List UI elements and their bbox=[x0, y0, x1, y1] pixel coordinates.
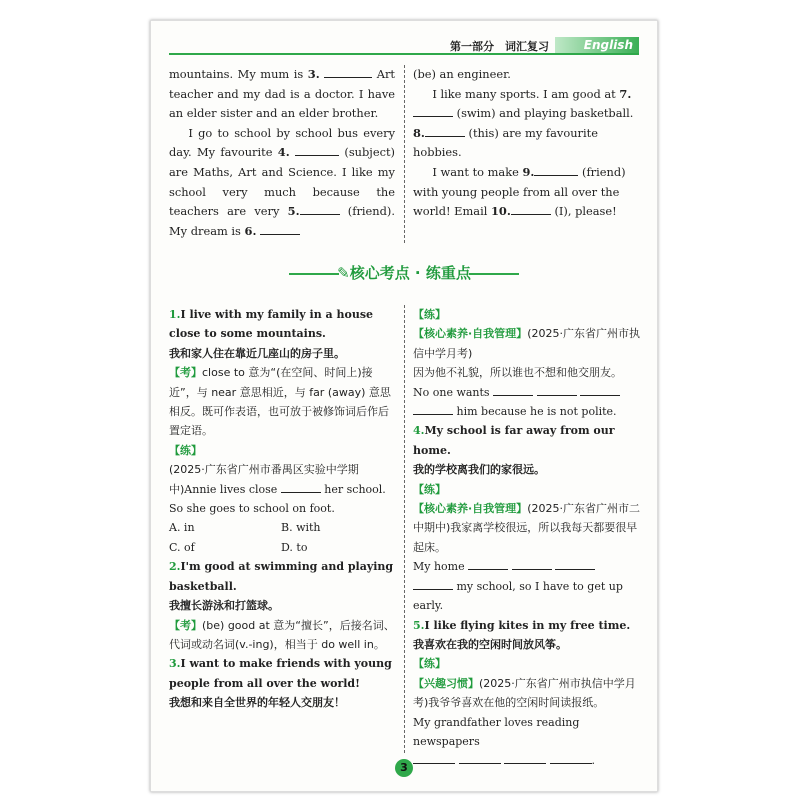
question-2-translation: 我擅长游泳和打篮球。 bbox=[169, 599, 279, 613]
question-2: 2.I'm good at swimming and playing basketball. bbox=[169, 560, 394, 593]
header-section-label: 第一部分 词汇复习 bbox=[450, 40, 549, 53]
option-a[interactable]: A. in bbox=[169, 521, 195, 535]
answer-blank-5[interactable] bbox=[300, 202, 340, 215]
question-3: 3.I want to make friends with young people from all over the world! bbox=[169, 657, 392, 690]
exercise-4-blank-4[interactable] bbox=[413, 577, 453, 590]
exercise-5-prompt: 【兴趣习惯】(2025·广东省广州市执信中学月考)我爷爷喜欢在他的空闲时间读报纸。 bbox=[413, 676, 636, 710]
answer-blank-4[interactable] bbox=[295, 143, 339, 156]
lian-label-3: 【练】 bbox=[413, 308, 446, 321]
pencil-icon: ✎ bbox=[337, 264, 350, 282]
section-title-bar bbox=[169, 261, 639, 285]
exercise-5-blank-1[interactable] bbox=[413, 751, 455, 764]
question-3-translation: 我想和来自全世界的年轻人交朋友！ bbox=[169, 696, 345, 710]
question-4: 4.My school is far away from our home. bbox=[413, 424, 615, 457]
exercise-4-blank-2[interactable] bbox=[512, 557, 552, 570]
exercise-1-blank[interactable] bbox=[281, 480, 321, 493]
exercise-5-blank-4[interactable] bbox=[550, 751, 592, 764]
answer-blank-3[interactable] bbox=[324, 65, 372, 78]
page-header bbox=[169, 37, 639, 55]
column-divider-bottom bbox=[404, 305, 405, 753]
kao-note-2: 【考】(be) good at 意为“擅长”，后接名词、代词或动名词(v.-ing)，相当于 do well in。 bbox=[169, 618, 395, 651]
option-b[interactable]: B. with bbox=[281, 521, 321, 535]
answer-blank-6[interactable] bbox=[260, 222, 300, 235]
exercise-3-blank-4[interactable] bbox=[413, 402, 453, 415]
question-4-translation: 我的学校离我们的家很远。 bbox=[413, 463, 545, 477]
kao-note-1: 【考】close to 意为“(在空间、时间上)接近”，与 near 意思相近，与 far (away) 意思相反。既可作表语，也可放于被修饰词后作后置定语。 bbox=[169, 366, 391, 438]
question-1-translation: 我和家人住在靠近几座山的房子里。 bbox=[169, 346, 345, 360]
passage-line-be-engineer: (be) an engineer. bbox=[413, 67, 511, 81]
exercise-3-source: 【核心素养·自我管理】(2025·广东省广州市执信中学月考) bbox=[413, 327, 640, 360]
section-title: ✎核心考点 · 练重点 bbox=[337, 264, 471, 282]
question-5-translation: 我喜欢在我的空闲时间放风筝。 bbox=[413, 637, 567, 651]
answer-blank-8[interactable] bbox=[425, 124, 465, 137]
exercise-5-sentence: My grandfather loves reading newspapers . bbox=[413, 715, 595, 768]
exercise-4-prompt: 【核心素养·自我管理】(2025·广东省广州市二中期中)我家离学校很远，所以我每天都要很早起床。 bbox=[413, 502, 640, 554]
exercise-1-options bbox=[169, 518, 397, 557]
core-points-right-column bbox=[413, 305, 641, 771]
column-divider-top bbox=[404, 65, 405, 243]
lian-label-5: 【练】 bbox=[413, 657, 446, 671]
exercise-3-sentence: No one wants him because he is not polite. bbox=[413, 383, 641, 422]
option-c[interactable]: C. of bbox=[169, 540, 195, 554]
exercise-5-blank-3[interactable] bbox=[504, 751, 546, 764]
exercise-3-prompt: 因为他不礼貌，所以谁也不想和他交朋友。 bbox=[413, 366, 622, 380]
passage-right-column bbox=[413, 65, 639, 222]
answer-blank-7[interactable] bbox=[413, 104, 453, 117]
answer-blank-10[interactable] bbox=[511, 202, 551, 215]
page-number: 3 bbox=[395, 759, 413, 777]
workbook-page bbox=[150, 20, 658, 792]
question-1: 1.I live with my family in a house close to some mountains. bbox=[169, 308, 374, 341]
header-rule bbox=[169, 53, 639, 55]
exercise-3-blank-1[interactable] bbox=[493, 383, 533, 396]
exercise-3-blank-3[interactable] bbox=[580, 383, 620, 396]
option-d[interactable]: D. to bbox=[281, 540, 308, 554]
lian-label-1: 【练】 bbox=[169, 443, 202, 457]
passage-paragraph-4: I want to make 9. (friend) with young people from all over the world! Email 10. (I), please! bbox=[413, 164, 626, 219]
exercise-4-sentence: My home my school, so I have to get up early. bbox=[413, 557, 641, 615]
exercise-1: (2025·广东省广州市番禺区实验中学期中)Annie lives close her school. So she goes to school on foot. bbox=[169, 463, 386, 516]
answer-blank-9[interactable] bbox=[534, 163, 578, 176]
lian-label-4: 【练】 bbox=[413, 482, 446, 496]
exercise-4-blank-1[interactable] bbox=[468, 557, 508, 570]
exercise-4-blank-3[interactable] bbox=[555, 557, 595, 570]
passage-left-column bbox=[169, 65, 395, 241]
core-points-left-column bbox=[169, 305, 397, 713]
passage-paragraph-3: I like many sports. I am good at 7. (swim) and playing basketball. 8. (this) are my favourite hobbies. bbox=[413, 86, 634, 160]
passage-paragraph-1: mountains. My mum is 3. Art teacher and my dad is a doctor. I have an elder sister and an elder brother. bbox=[169, 67, 395, 121]
exercise-5-blank-2[interactable] bbox=[459, 751, 501, 764]
header-english-badge: English bbox=[555, 37, 639, 53]
exercise-3-blank-2[interactable] bbox=[537, 383, 577, 396]
question-5: 5.I like flying kites in my free time. bbox=[413, 618, 631, 632]
passage-paragraph-2: I go to school by school bus every day. My favourite 4. (subject) are Maths, Art and Science. I like my school very much because the teachers are very 5. (friend). My dream is 6. bbox=[169, 125, 395, 238]
